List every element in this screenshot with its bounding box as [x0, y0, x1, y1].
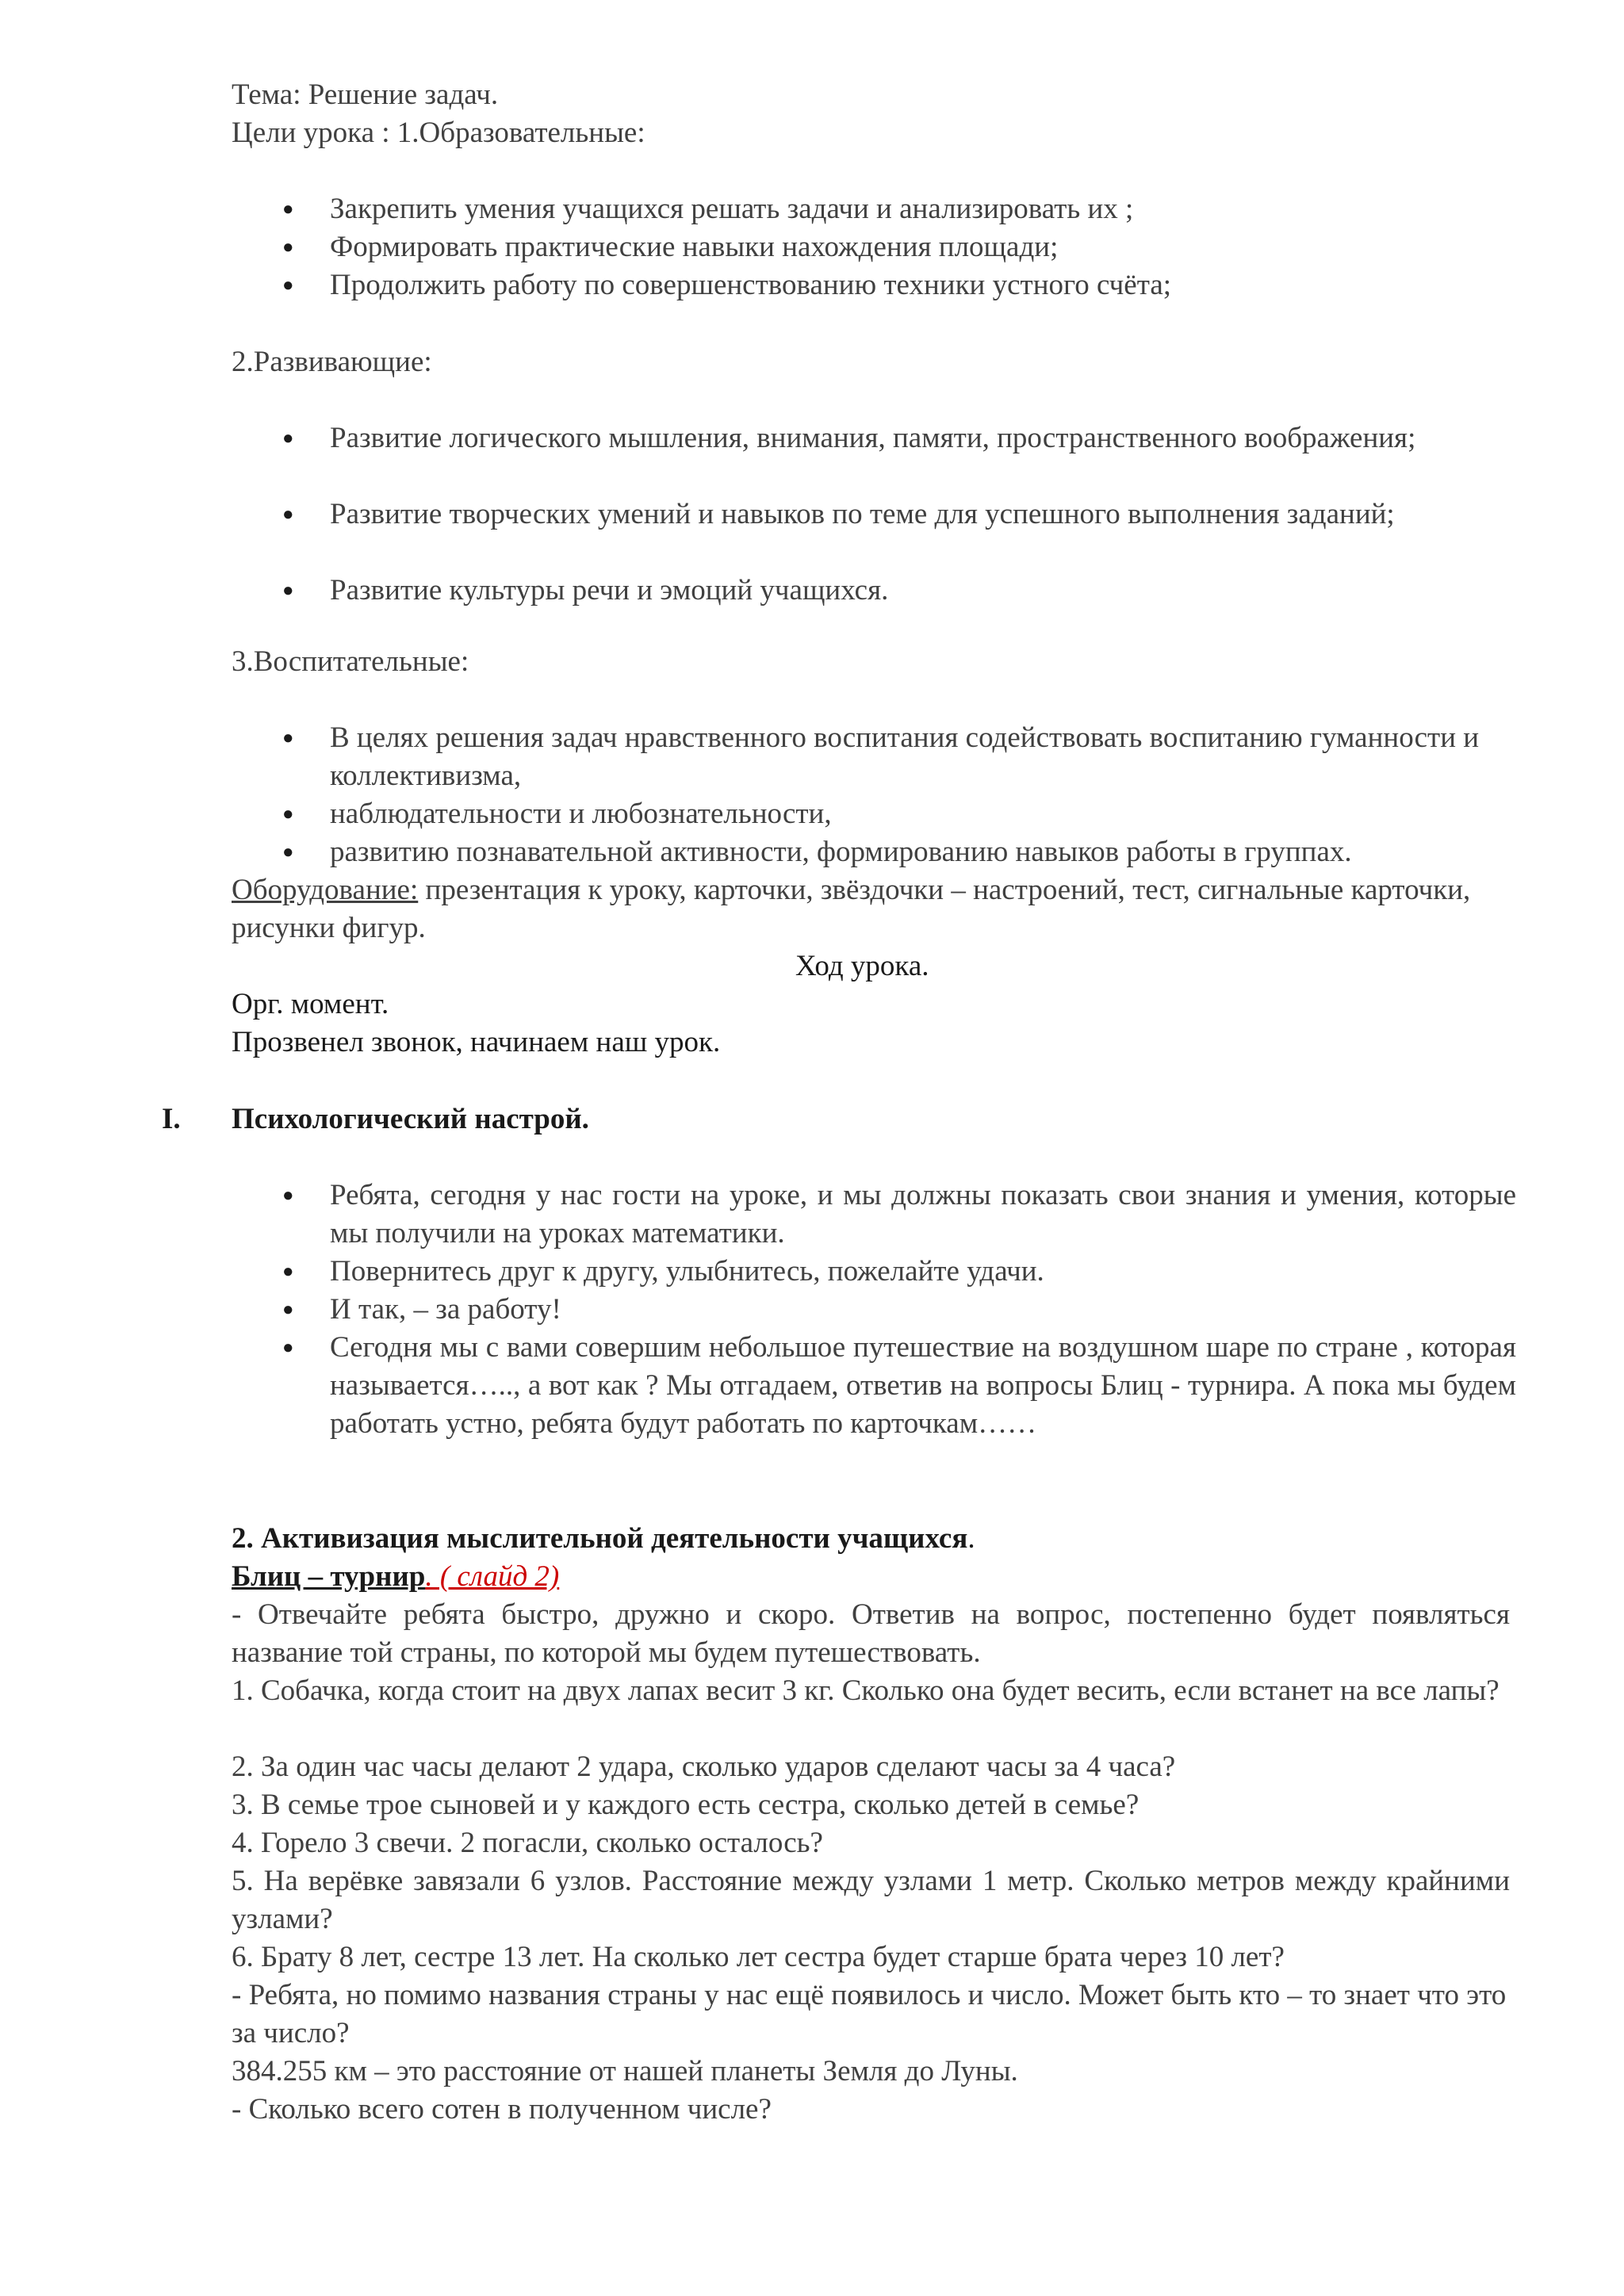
lesson-title: Ход урока. — [795, 950, 929, 982]
hundreds-question: - Сколько всего сотен в полученном числе? — [232, 2093, 772, 2126]
question-intro: - Отвечайте ребята быстро, дружно и скоро. Ответив на вопрос, постепенно будет появляться название той страны, по которой мы будем путешествовать. — [232, 1598, 1510, 1669]
vos-heading: 3.Воспитательные: — [232, 645, 469, 678]
blitz-label: Блиц – турнир — [232, 1560, 426, 1593]
distance-line: 384.255 км – это расстояние от нашей планеты Земля до Луны. — [232, 2055, 1018, 2087]
equipment-paragraph — [232, 871, 1510, 947]
section-number: I. — [162, 1103, 181, 1135]
bullet-icon: ● — [282, 275, 294, 296]
bullet-icon: ● — [282, 237, 294, 258]
org-moment: Орг. момент. — [232, 988, 389, 1020]
question-item: 5. На верёвке завязали 6 узлов. Расстояние между узлами 1 метр. Сколько метров между крайними узлами? — [232, 1865, 1510, 1935]
question-item: 4. Горело 3 свечи. 2 погасли, сколько осталось? — [232, 1827, 823, 1859]
bullet-icon: ● — [282, 580, 294, 601]
bullet-icon: ● — [282, 1261, 294, 1282]
bullet-icon: ● — [282, 504, 294, 525]
bullet-icon: ● — [282, 1299, 294, 1320]
dev-heading: 2.Развивающие: — [232, 346, 432, 378]
question-item: 3. В семье трое сыновей и у каждого есть сестра, сколько детей в семье? — [232, 1789, 1139, 1821]
question-item: 1. Собачка, когда стоит на двух лапах весит 3 кг. Сколько она будет весить, если встанет на все лапы? — [232, 1674, 1500, 1707]
bullet-icon: ● — [282, 804, 294, 825]
bullet-icon: ● — [282, 728, 294, 748]
goals-heading: Цели урока : 1.Образовательные: — [232, 117, 645, 149]
question-followup: - Ребята, но помимо названия страны у нас ещё появилось и число. Может быть кто – то знает что это за число? — [232, 1979, 1507, 2049]
section2-heading: 2. Активизация мыслительной деятельности учащихся. — [232, 1522, 975, 1555]
blitz-line — [232, 1558, 559, 1596]
question-item: 2. За один час часы делают 2 удара, сколько ударов сделают часы за 4 часа? — [232, 1751, 1176, 1783]
bullet-icon: ● — [282, 1337, 294, 1358]
topic-line: Тема: Решение задач. — [232, 78, 499, 111]
section-title: Психологический настрой. — [232, 1103, 589, 1135]
bell-line: Прозвенел звонок, начинаем наш урок. — [232, 1026, 721, 1058]
slide-reference: . ( слайд 2) — [425, 1560, 560, 1593]
document-page: Тема: Решение задач. Цели урока : 1.Образовательные: ● Закрепить умения учащихся решать задачи и анализировать их ; ● Формировать практические навыки нахождения площади; ● Продолжить работу по совершенствованию техники устного счёта; 2.Развивающие: ● Развитие логического мышления, внимания, памяти, пространственного воображения; ● Развитие творческих умений и навыков по теме для успешного выполнения заданий; ● Развитие культуры речи и эмоций учащихся. 3.Воспитательные: ● В целях решения задач нравственного воспитания содействовать воспитанию гуманности и коллективизма, ● наблюдательности и любознательности, ● развитию познавательной активности, формированию навыков работы в группах. Оборудование: презентация к уроку, карточки, звёздочки – настроений, тест, сигнальные карточки, рисунки фигур. Ход урока. Орг. момент. Прозвенел звонок, начинаем наш урок. I. Психологический настрой. ● Ребята, сегодня у нас гости на уроке, и мы должны показать свои знания и умения, которые мы получили на уроках математики. ● Повернитесь друг к другу, улыбнитесь, пожелайте удачи. ● И так, – за работу! ● Сегодня мы с вами совершим небольшое путешествие на воздушном шаре по стране , которая называется….., а вот как ? Мы отгадаем, ответив на вопросы Блиц - турнира. А пока мы будем работать устно, ребята будут работать по карточкам…… 2. Активизация мыслительной деятельности учащихся. Блиц – турнир. ( слайд 2) - Отвечайте ребята быстро, дружно и скоро. Ответив на вопрос, постепенно будет появляться название той страны, по которой мы будем путешествовать. 1. Собачка, когда стоит на двух лапах весит 3 кг. Сколько она будет весить, если встанет на все лапы? 2. За один час часы делают 2 удара, сколько ударов сделают часы за 4 часа? 3. В семье трое сыновей и у каждого есть сестра, сколько детей в семье? 4. Горело 3 свечи. 2 погасли, сколько осталось? 5. На верёвке завязали 6 узлов. Расстояние между узлами 1 метр. Сколько метров между крайними узлами? 6. Брату 8 лет, сестре 13 лет. На сколько лет сестра будет старше брата через 10 лет? - Ребята, но помимо названия страны у нас ещё появилось и число. Может быть кто – то знает что это за число? 384.255 км – это расстояние от нашей планеты Земля до Луны. - Сколько всего сотен в полученном числе? — [0, 0, 1624, 2296]
bullet-icon: ● — [282, 1185, 294, 1206]
equipment-text: презентация к уроку, карточки, звёздочки – настроений, тест, сигнальные карточки, рисунки фигур. — [232, 874, 1471, 944]
question-item: 6. Брату 8 лет, сестре 13 лет. На сколько лет сестра будет старше брата через 10 лет? — [232, 1941, 1285, 1973]
bullet-icon: ● — [282, 199, 294, 220]
bullet-icon: ● — [282, 428, 294, 449]
bullet-icon: ● — [282, 842, 294, 863]
equipment-label: Оборудование: — [232, 874, 419, 906]
